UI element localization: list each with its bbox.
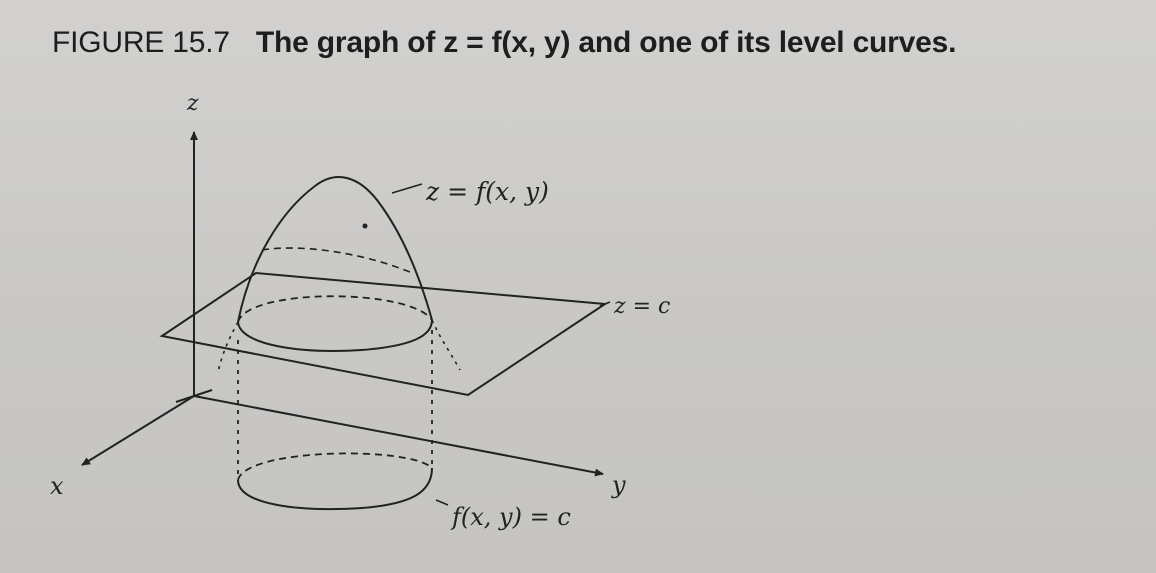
plane-z-c: [162, 273, 605, 395]
x-axis: [82, 396, 194, 465]
surface-label-leader: [392, 184, 422, 193]
caption-text: The graph of z = f(x, y) and one of its level curves.: [255, 26, 957, 59]
y-axis: [194, 396, 603, 474]
level-curve-front: [238, 468, 432, 509]
intersection-curve-front: [238, 320, 432, 351]
surface-label: z = f(x, y): [426, 177, 549, 206]
surface-below-right: [432, 320, 460, 370]
surface-hidden-curve: [262, 248, 410, 272]
figure-number: FIGURE 15.7: [52, 26, 230, 59]
surface-point: [363, 224, 368, 229]
z-axis-label: z: [187, 91, 199, 116]
x-axis-label: x: [50, 472, 64, 500]
y-axis-label: y: [612, 471, 626, 499]
intersection-curve-back: [238, 296, 432, 322]
plane-label: z = c: [614, 294, 671, 319]
level-curve-back: [238, 453, 432, 480]
level-curve-label: f(x, y) = c: [452, 503, 571, 531]
level-curve-label-leader: [436, 500, 448, 505]
